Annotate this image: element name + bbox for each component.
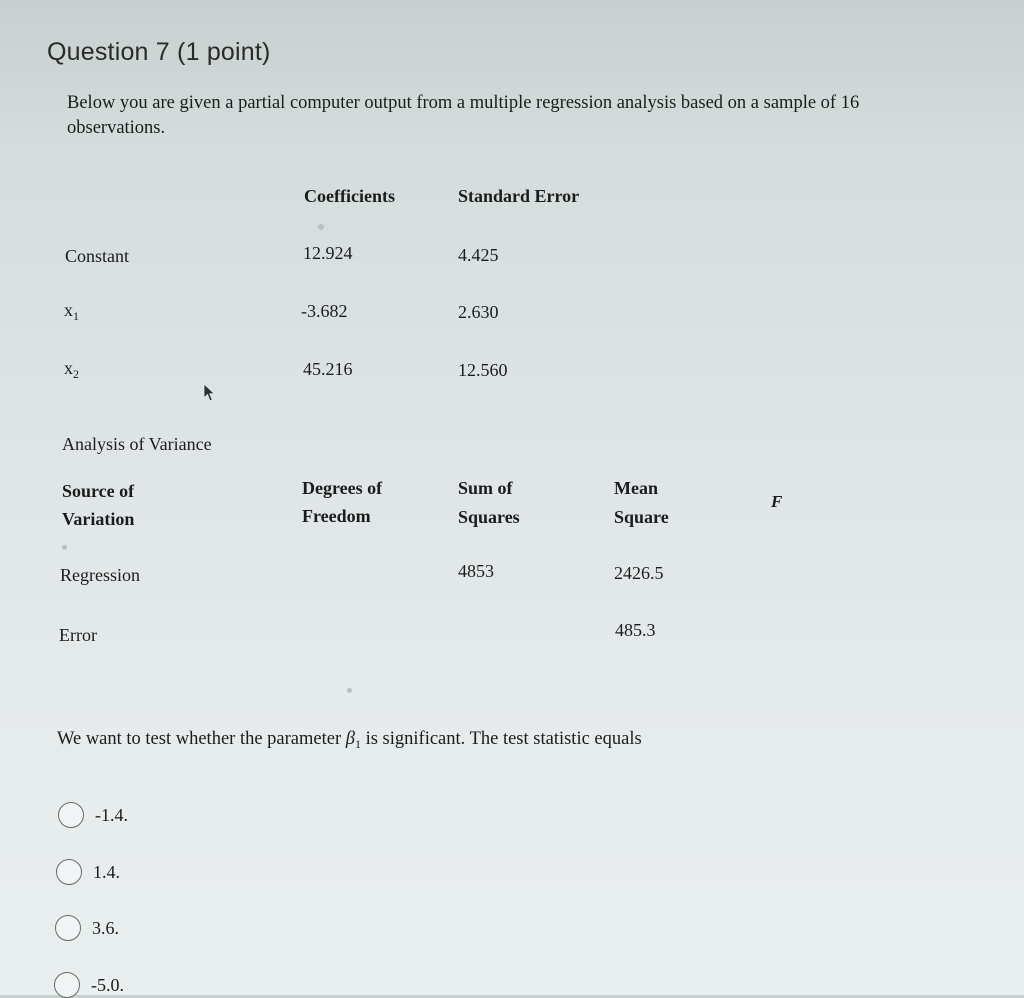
row-label: $x_1$	[64, 300, 79, 323]
anova-ms: 485.3	[615, 620, 656, 640]
coefficient-value: 12.924	[303, 243, 353, 263]
row-label: $x_2$	[64, 358, 79, 381]
option-label: -5.0.	[91, 974, 124, 995]
header-sum-of-squares: Sum of Squares	[458, 478, 520, 527]
radio-button[interactable]	[58, 802, 84, 828]
anova-ss: 4853	[458, 561, 494, 581]
header-mean-square: Mean Square	[614, 478, 669, 527]
option-label: 1.4.	[93, 861, 120, 882]
header-standard-error: Standard Error	[458, 186, 580, 206]
question-title: Question 7 (1 point)	[47, 38, 271, 66]
option-label: 3.6.	[92, 917, 119, 938]
anova-title: Analysis of Variance	[62, 434, 212, 454]
option-4[interactable]	[54, 972, 124, 998]
anova-source: Error	[59, 625, 97, 645]
std-error-value: 12.560	[458, 360, 508, 380]
option-1[interactable]	[58, 802, 128, 828]
radio-button[interactable]	[54, 972, 80, 998]
row-label: Constant	[65, 246, 130, 266]
option-label: -1.4.	[95, 804, 128, 825]
header-f: F	[771, 492, 783, 511]
option-2[interactable]	[56, 859, 120, 885]
screen-speck	[318, 224, 324, 230]
anova-ms: 2426.5	[614, 563, 664, 583]
header-coefficients: Coefficients	[304, 186, 395, 206]
question-prompt: We want to test whether the parameter $\beta_1$ is significant. The test statistic equals	[57, 729, 642, 751]
std-error-value: 2.630	[458, 302, 499, 322]
header-degrees-of-freedom: Degrees of Freedom	[302, 478, 383, 526]
screen-speck	[62, 545, 67, 550]
anova-source: Regression	[60, 565, 140, 585]
mouse-cursor-icon	[203, 383, 217, 403]
header-source-of-variation: Source of Variation	[62, 481, 135, 529]
option-3[interactable]	[55, 915, 119, 941]
radio-button[interactable]	[55, 915, 81, 941]
coefficient-value: 45.216	[303, 359, 353, 379]
std-error-value: 4.425	[458, 245, 499, 265]
radio-button[interactable]	[56, 859, 82, 885]
coefficient-value: -3.682	[301, 301, 348, 321]
question-intro: Below you are given a partial computer output from a multiple regression analysis based on a sample of 16 observations.	[67, 93, 860, 138]
screen-speck	[347, 688, 352, 693]
